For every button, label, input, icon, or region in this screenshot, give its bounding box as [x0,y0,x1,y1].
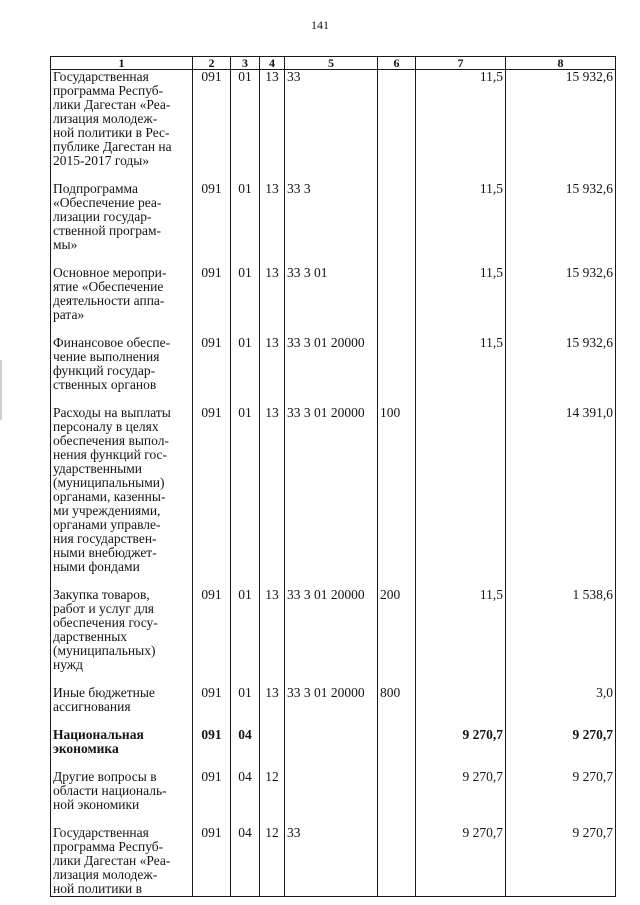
row-name-line: Закупка товаров, [53,587,150,602]
row-name-line: Государственная [53,69,149,84]
row-spacer [53,714,190,728]
row-spacer [53,168,190,182]
column-header: 7 [416,57,506,70]
expense-type-cell [378,266,416,336]
amount-col8-cell: 1 538,6 [506,588,616,686]
row-name-line: ударственными [53,461,142,476]
column-header: 1 [51,57,193,70]
expense-type-cell [378,336,416,406]
expense-type-cell [378,70,416,183]
row-spacer [53,392,190,406]
row-name-line: лизация молодеж- [53,867,158,882]
amount-col7-cell: 9 270,7 [416,770,506,826]
amount-col8-cell: 15 932,6 [506,182,616,266]
row-name-line: Расходы на выплаты [53,405,171,420]
target-article-cell: 33 3 01 20000 [285,686,378,728]
target-article-cell: 33 3 01 [285,266,378,336]
subsection-code-cell: 13 [260,182,285,266]
row-name-line: органами управле- [53,517,161,532]
row-name-cell [51,70,193,183]
ministry-code-cell: 091 [193,826,231,897]
table-row [51,70,616,183]
section-code-cell: 01 [231,406,260,588]
row-spacer [53,756,190,770]
row-name-line: ятие «Обеспечение [53,279,164,294]
target-article-cell: 33 3 01 20000 [285,588,378,686]
amount-col8-cell: 15 932,6 [506,70,616,183]
table-row [51,266,616,336]
amount-col8-cell: 15 932,6 [506,336,616,406]
target-article-cell [285,770,378,826]
subsection-code-cell: 13 [260,266,285,336]
row-name-cell [51,406,193,588]
row-name-line: программа Респуб- [53,83,164,98]
expense-type-cell [378,728,416,770]
column-header: 4 [260,57,285,70]
table-row [51,826,616,897]
row-name-line: «Обеспечение реа- [53,195,162,210]
table-row [51,728,616,770]
section-code-cell: 01 [231,266,260,336]
ministry-code-cell: 091 [193,686,231,728]
row-name-line: ной политики в [53,881,142,896]
row-name-line: Подпрограмма [53,181,138,196]
subsection-code-cell: 13 [260,406,285,588]
row-name-line: обеспечения госу- [53,615,158,630]
table-row [51,770,616,826]
row-spacer [53,574,190,588]
expense-type-cell: 200 [378,588,416,686]
row-name-line: нения функций гос- [53,447,168,462]
amount-col7-cell: 11,5 [416,182,506,266]
row-name-line: Другие вопросы в [53,769,157,784]
row-name-line: персоналу в целях [53,419,159,434]
row-name-line: ственных органов [53,377,157,392]
section-code-cell: 01 [231,588,260,686]
amount-col7-cell [416,686,506,728]
row-name-line: Основное меропри- [53,265,167,280]
row-name-cell [51,588,193,686]
subsection-code-cell: 12 [260,770,285,826]
ministry-code-cell: 091 [193,266,231,336]
ministry-code-cell: 091 [193,770,231,826]
row-name-cell [51,266,193,336]
table-body [51,70,616,897]
target-article-cell: 33 3 [285,182,378,266]
expense-type-cell: 100 [378,406,416,588]
row-name-line: (муниципальных) [53,643,156,658]
subsection-code-cell: 13 [260,686,285,728]
amount-col8-cell: 9 270,7 [506,826,616,897]
ministry-code-cell: 091 [193,406,231,588]
expense-type-cell: 800 [378,686,416,728]
table-row [51,686,616,728]
row-name-line: ной экономики [53,797,140,812]
amount-col7-cell: 11,5 [416,266,506,336]
target-article-cell: 33 3 01 20000 [285,406,378,588]
amount-col8-cell: 9 270,7 [506,728,616,770]
column-header: 6 [378,57,416,70]
row-name-cell [51,336,193,406]
row-name-line: обеспечения выпол- [53,433,169,448]
row-name-line: лики Дагестан «Реа- [53,97,171,112]
column-header: 2 [193,57,231,70]
row-spacer [53,322,190,336]
row-name-line: Национальная [53,727,144,742]
section-code-cell: 04 [231,770,260,826]
amount-col8-cell: 14 391,0 [506,406,616,588]
expense-type-cell [378,770,416,826]
row-name-line: публике Дагестан на [53,139,172,154]
row-name-line: органами, казенны- [53,489,166,504]
row-name-line: мы» [53,237,78,252]
table-row [51,406,616,588]
subsection-code-cell: 13 [260,70,285,183]
row-name-line: нужд [53,657,83,672]
row-name-cell [51,686,193,728]
subsection-code-cell [260,728,285,770]
amount-col8-cell: 15 932,6 [506,266,616,336]
section-code-cell: 01 [231,336,260,406]
table-row [51,182,616,266]
amount-col8-cell: 3,0 [506,686,616,728]
ministry-code-cell: 091 [193,588,231,686]
row-name-cell [51,728,193,770]
row-name-line: ассигнования [53,699,131,714]
row-name-line: дарственных [53,629,128,644]
row-name-line: лизация молодеж- [53,111,158,126]
amount-col7-cell: 11,5 [416,70,506,183]
amount-col7-cell: 11,5 [416,588,506,686]
row-name-cell [51,182,193,266]
row-name-line: работ и услуг для [53,601,155,616]
target-article-cell: 33 [285,70,378,183]
section-code-cell: 01 [231,70,260,183]
amount-col7-cell [416,406,506,588]
column-header: 8 [506,57,616,70]
ministry-code-cell: 091 [193,182,231,266]
table-row [51,336,616,406]
expense-type-cell [378,826,416,897]
row-name-line: деятельности аппа- [53,293,165,308]
amount-col7-cell: 9 270,7 [416,826,506,897]
row-name-cell [51,770,193,826]
amount-col7-cell: 11,5 [416,336,506,406]
row-name-line: ми учреждениями, [53,503,161,518]
scan-edge-mark [0,360,2,420]
row-name-line: ными внебюджет- [53,545,157,560]
page-number: 141 [311,18,329,32]
row-name-line: лизации государ- [53,209,152,224]
expense-type-cell [378,182,416,266]
subsection-code-cell: 13 [260,588,285,686]
subsection-code-cell: 13 [260,336,285,406]
table-row [51,588,616,686]
row-name-line: Финансовое обеспе- [53,335,171,350]
row-name-line: ными фондами [53,559,140,574]
amount-col7-cell: 9 270,7 [416,728,506,770]
section-code-cell: 01 [231,686,260,728]
row-spacer [53,672,190,686]
amount-col8-cell: 9 270,7 [506,770,616,826]
section-code-cell: 04 [231,728,260,770]
row-spacer [53,252,190,266]
row-name-line: (муниципальными) [53,475,165,490]
row-name-line: Иные бюджетные [53,685,155,700]
row-name-line: Государственная [53,825,149,840]
column-number-row [51,57,616,70]
row-name-line: функций государ- [53,363,156,378]
row-name-line: ной политики в Рес- [53,125,170,140]
column-header: 5 [285,57,378,70]
row-name-line: ния государствен- [53,531,157,546]
column-header: 3 [231,57,260,70]
row-name-line: экономика [53,741,119,756]
target-article-cell: 33 [285,826,378,897]
target-article-cell: 33 3 01 20000 [285,336,378,406]
row-name-line: программа Респуб- [53,839,164,854]
ministry-code-cell: 091 [193,336,231,406]
row-name-line: 2015-2017 годы» [53,153,150,168]
subsection-code-cell: 12 [260,826,285,897]
row-name-line: чение выполнения [53,349,160,364]
row-name-line: области националь- [53,783,167,798]
row-name-line: рата» [53,307,85,322]
target-article-cell [285,728,378,770]
ministry-code-cell: 091 [193,728,231,770]
section-code-cell: 01 [231,182,260,266]
budget-table [50,56,616,897]
row-spacer [53,812,190,826]
row-name-cell [51,826,193,897]
row-name-line: лики Дагестан «Реа- [53,853,171,868]
ministry-code-cell: 091 [193,70,231,183]
row-name-line: ственной програм- [53,223,162,238]
section-code-cell: 04 [231,826,260,897]
